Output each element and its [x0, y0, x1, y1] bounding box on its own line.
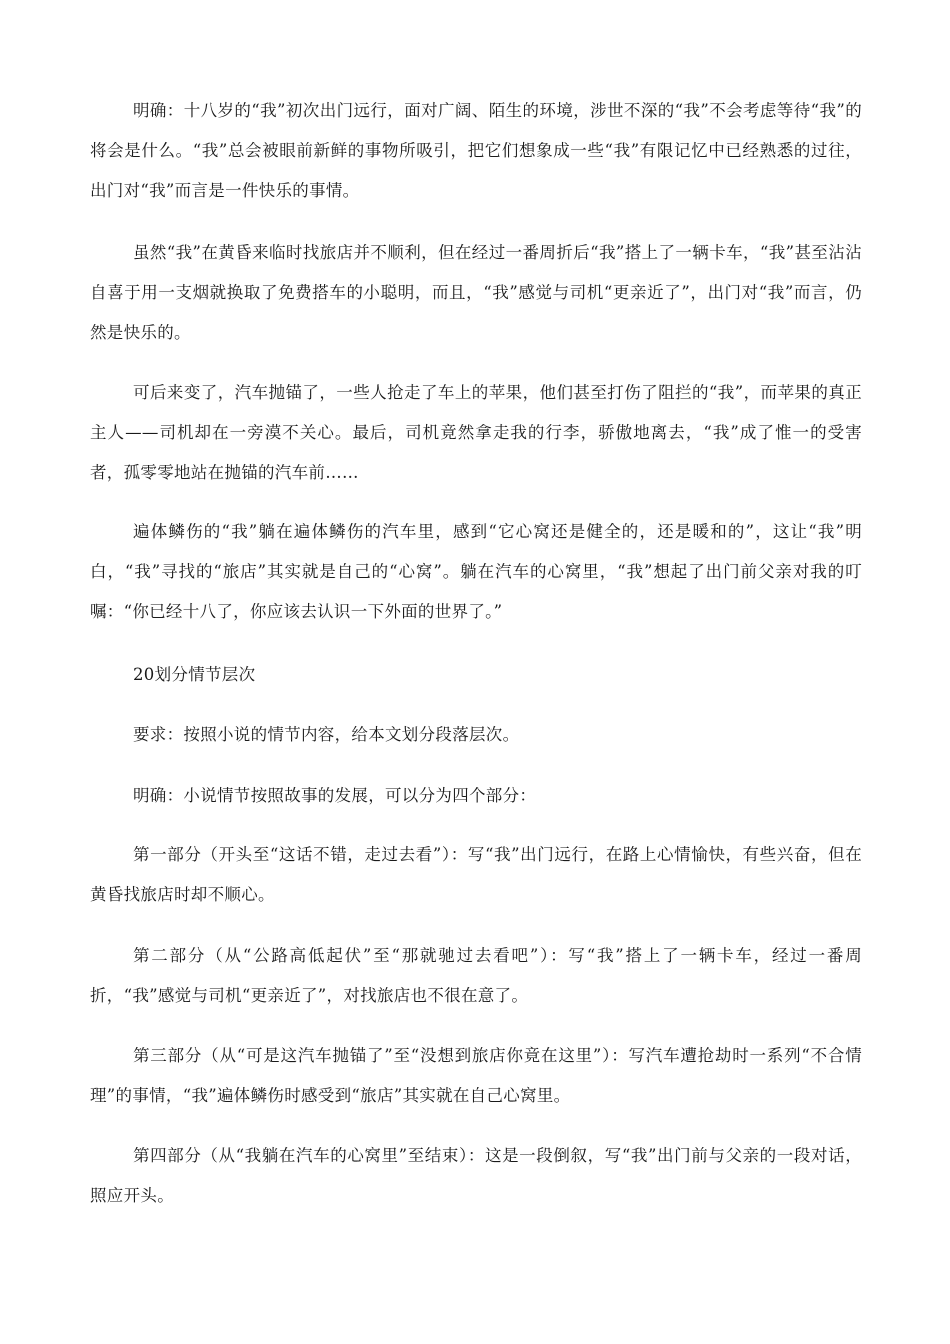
paragraph-part-1: 第一部分（开头至“这话不错，走过去看”）：写“我”出门远行，在路上心情愉快，有些兴奋，但在黄昏找旅店时却不顺心。: [90, 845, 862, 904]
paragraph-analysis-2: 虽然“我”在黄昏来临时找旅店并不顺利，但在经过一番周折后“我”搭上了一辆卡车，“我”甚至沾沾自喜于用一支烟就换取了免费搭车的小聪明，而且，“我”感觉与司机“更亲近了”，出门对“我”而言，仍然是快乐的。: [90, 243, 862, 342]
paragraph-answer-intro: 明确：小说情节按照故事的发展，可以分为四个部分：: [133, 786, 537, 805]
section-heading: 20划分情节层次: [133, 665, 256, 684]
paragraph-analysis-4: 遍体鳞伤的“我”躺在遍体鳞伤的汽车里，感到“它心窝还是健全的，还是暖和的”，这让“我”明白，“我”寻找的“旅店”其实就是自己的“心窝”。躺在汽车的心窝里，“我”想起了出门前父亲对我的叮嘱：“你已经十八了，你应该去认识一下外面的世界了。”: [90, 522, 862, 621]
paragraph-part-3: 第三部分（从“可是这汽车抛锚了”至“没想到旅店你竟在这里”）：写汽车遭抢劫时一系列“不合情理”的事情，“我”遍体鳞伤时感受到“旅店”其实就在自己心窝里。: [90, 1046, 862, 1105]
paragraph-analysis-1: 明确：十八岁的“我”初次出门远行，面对广阔、陌生的环境，涉世不深的“我”不会考虑等待“我”的将会是什么。“我”总会被眼前新鲜的事物所吸引，把它们想象成一些“我”有限记忆中已经熟悉的过往，出门对“我”而言是一件快乐的事情。: [90, 101, 862, 200]
paragraph-part-2: 第二部分（从“公路高低起伏”至“那就驰过去看吧”）：写“我”搭上了一辆卡车，经过一番周折，“我”感觉与司机“更亲近了”，对找旅店也不很在意了。: [90, 946, 862, 1005]
paragraph-part-4: 第四部分（从“我躺在汽车的心窝里”至结束）：这是一段倒叙，写“我”出门前与父亲的一段对话，照应开头。: [90, 1146, 862, 1205]
paragraph-requirement: 要求：按照小说的情节内容，给本文划分段落层次。: [133, 725, 520, 744]
paragraph-analysis-3: 可后来变了，汽车抛锚了，一些人抢走了车上的苹果，他们甚至打伤了阻拦的“我”，而苹果的真正主人——司机却在一旁漠不关心。最后，司机竟然拿走我的行李，骄傲地离去，“我”成了惟一的受害者，孤零零地站在抛锚的汽车前……: [90, 383, 862, 482]
